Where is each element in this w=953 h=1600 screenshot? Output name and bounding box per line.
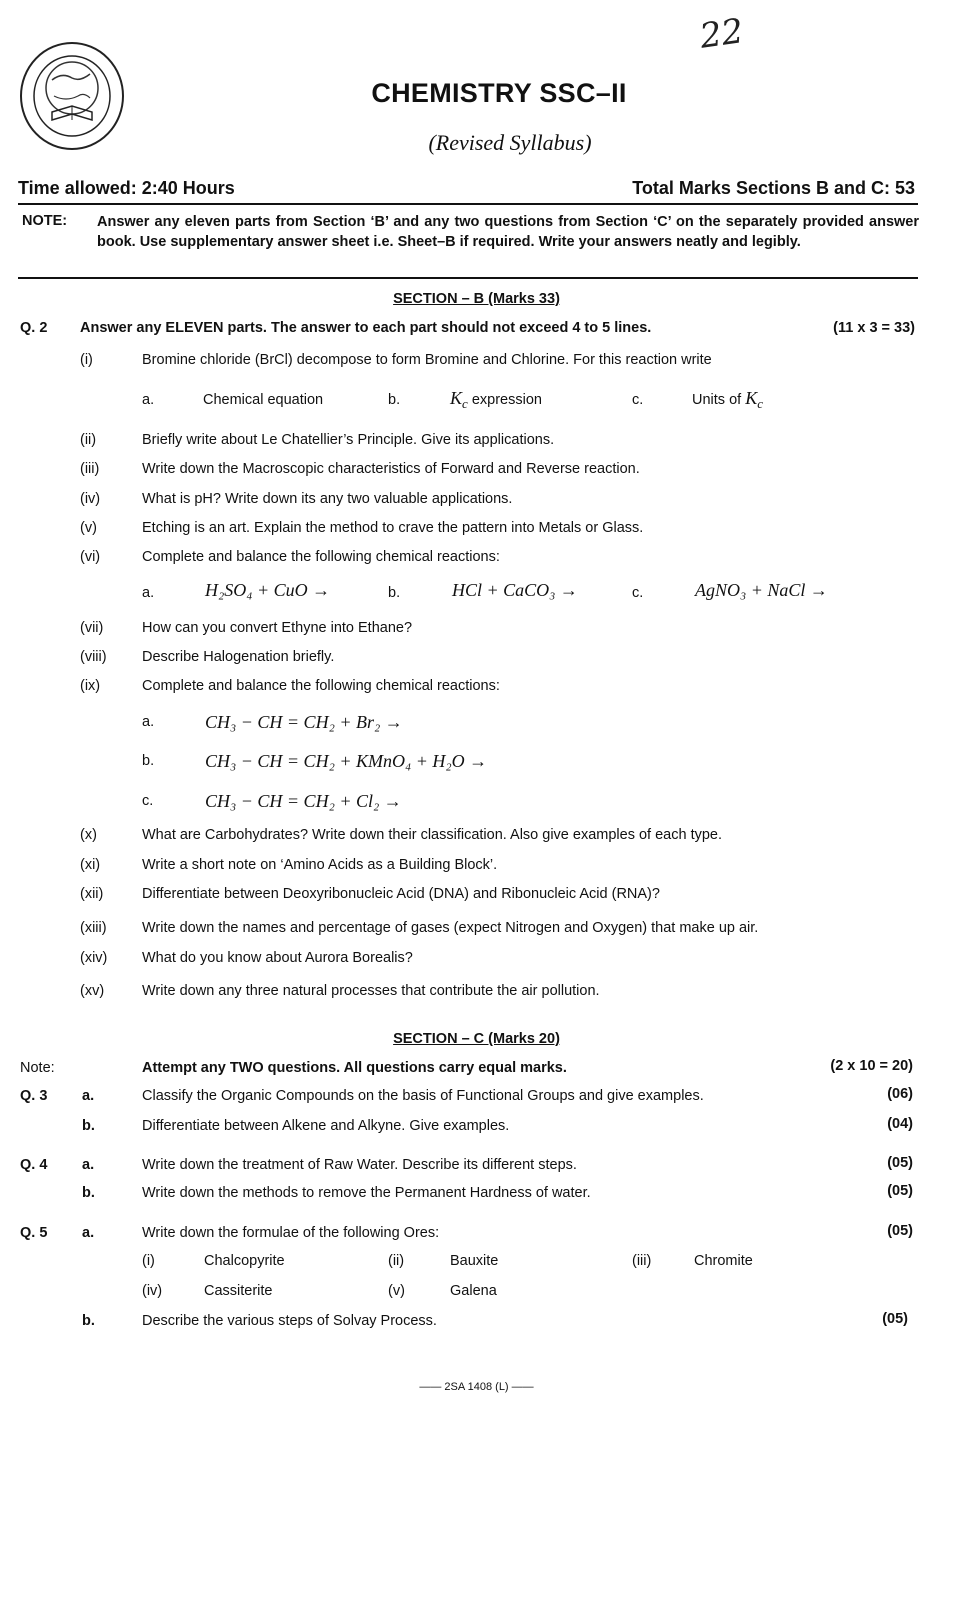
ore-name: Chromite (694, 1253, 753, 1269)
question-part-text: Write down the formulae of the following Ores: (142, 1225, 440, 1241)
question-part-marks: (04) (887, 1116, 913, 1132)
question-part-text: Describe the various steps of Solvay Process. (142, 1313, 437, 1329)
section-b-heading: SECTION – B (Marks 33) (393, 291, 560, 307)
part-text: Write down the names and percentage of gases (expect Nitrogen and Oxygen) that make up air. (142, 920, 759, 936)
ore-name: Chalcopyrite (204, 1253, 285, 1269)
section-c-marks: (2 x 10 = 20) (830, 1058, 913, 1074)
equation-label: a. (142, 585, 155, 601)
chemical-equation: CH₃ − CH = CH₂ + Br₂ → (205, 712, 403, 732)
question-part-marks: (05) (887, 1183, 913, 1199)
footer-code: —— 2SA 1408 (L) —— (419, 1381, 534, 1393)
header-divider (18, 203, 918, 205)
question-part-label: b. (82, 1185, 95, 1201)
question-number: Q. 4 (20, 1157, 48, 1173)
question-part-label: a. (82, 1157, 95, 1173)
note-label: NOTE: (22, 213, 68, 229)
question-part-text: Write down the treatment of Raw Water. Describe its different steps. (142, 1157, 577, 1173)
part-text: Etching is an art. Explain the method to crave the pattern into Metals or Glass. (142, 520, 644, 536)
question-number: Q. 5 (20, 1225, 48, 1241)
chemical-equation: HCl + CaCO₃ → (452, 580, 578, 600)
ore-number: (iii) (632, 1253, 652, 1269)
question-part-text: Differentiate between Alkene and Alkyne. Give examples. (142, 1118, 510, 1134)
part-number: (vi) (80, 549, 101, 565)
equation-label: b. (388, 585, 401, 601)
part-text: Describe Halogenation briefly. (142, 649, 335, 665)
part-number: (xiii) (80, 920, 107, 936)
part-text: Briefly write about Le Chatellier’s Principle. Give its applications. (142, 432, 555, 448)
ore-name: Cassiterite (204, 1283, 273, 1299)
part-number: (i) (80, 352, 93, 368)
ore-number: (v) (388, 1283, 405, 1299)
q2-instruction: Answer any ELEVEN parts. The answer to each part should not exceed 4 to 5 lines. (80, 320, 652, 336)
ore-number: (iv) (142, 1283, 163, 1299)
part-number: (xiv) (80, 950, 108, 966)
section-c-instruction: Attempt any TWO questions. All questions carry equal marks. (142, 1060, 567, 1076)
question-part-label: a. (82, 1088, 95, 1104)
kc-subscript: c (462, 395, 468, 411)
subpart-label: b. (388, 392, 401, 408)
section-c-heading: SECTION – C (Marks 20) (393, 1031, 560, 1047)
chemical-equation: CH₃ − CH = CH₂ + Cl₂ → (205, 791, 402, 811)
subpart-label: a. (142, 392, 155, 408)
equation-label: b. (142, 753, 155, 769)
time-allowed: Time allowed: 2:40 Hours (18, 178, 235, 198)
part-number: (v) (80, 520, 97, 536)
part-number: (xv) (80, 983, 105, 999)
part-number: (vii) (80, 620, 104, 636)
part-text: Complete and balance the following chemical reactions: (142, 549, 500, 565)
chemical-equation: AgNO₃ + NaCl → (695, 580, 828, 600)
ore-name: Galena (450, 1283, 497, 1299)
q2-marks: (11 x 3 = 33) (833, 320, 915, 336)
page-title: CHEMISTRY SSC–II (371, 78, 627, 108)
equation-label: c. (632, 585, 644, 601)
part-number: (iv) (80, 491, 101, 507)
ore-number: (ii) (388, 1253, 405, 1269)
note-text: Answer any eleven parts from Section ‘B’ and any two questions from Section ‘C’ on the separately provided answer book. Use supplementary answer sheet i.e. Sheet–B if required. Write your answers neatly and legibly. (97, 214, 919, 250)
kc-symbol: K (745, 388, 758, 408)
question-number: Q. 3 (20, 1088, 48, 1104)
kc-symbol: K (450, 388, 463, 408)
part-text: Write down any three natural processes that contribute the air pollution. (142, 983, 600, 999)
part-number: (iii) (80, 461, 100, 477)
equation-label: c. (142, 793, 154, 809)
part-text: Bromine chloride (BrCl) decompose to form Bromine and Chlorine. For this reaction write (142, 352, 712, 368)
subpart-text (692, 388, 763, 412)
part-text: Write down the Macroscopic characteristics of Forward and Reverse reaction. (142, 461, 640, 477)
subpart-text: Chemical equation (203, 392, 324, 408)
question-part-marks: (05) (887, 1223, 913, 1239)
part-number: (xii) (80, 886, 104, 902)
note-divider (18, 277, 918, 279)
handwritten-mark: 22 (697, 11, 746, 57)
total-marks: Total Marks Sections B and C: 53 (632, 178, 915, 198)
subpart-text-label: Units of (692, 392, 742, 408)
kc-subscript: c (757, 395, 763, 411)
part-number: (ii) (80, 432, 97, 448)
part-text: What is pH? Write down its any two valuable applications. (142, 491, 513, 507)
part-number: (ix) (80, 678, 101, 694)
part-number: (x) (80, 827, 97, 843)
question-part-label: a. (82, 1225, 95, 1241)
part-number: (xi) (80, 857, 101, 873)
question-part-marks: (05) (882, 1311, 908, 1327)
q2-number: Q. 2 (20, 320, 48, 336)
subpart-text (450, 388, 542, 412)
ore-number: (i) (142, 1253, 155, 1269)
subpart-text-label: expression (471, 392, 542, 408)
question-part-text: Write down the methods to remove the Permanent Hardness of water. (142, 1185, 591, 1201)
chemical-equation: H₂SO₄ + CuO → (205, 580, 331, 600)
part-number: (viii) (80, 649, 107, 665)
subpart-label: c. (632, 392, 644, 408)
chemical-equation: CH₃ − CH = CH₂ + KMnO₄ + H₂O → (205, 751, 488, 771)
part-text: What do you know about Aurora Borealis? (142, 950, 413, 966)
part-text: Complete and balance the following chemical reactions: (142, 678, 500, 694)
question-part-label: b. (82, 1118, 95, 1134)
question-part-marks: (05) (887, 1155, 913, 1171)
question-part-text: Classify the Organic Compounds on the basis of Functional Groups and give examples. (142, 1088, 704, 1104)
part-text: Differentiate between Deoxyribonucleic Acid (DNA) and Ribonucleic Acid (RNA)? (142, 886, 660, 902)
question-part-label: b. (82, 1313, 95, 1329)
part-text: What are Carbohydrates? Write down their classification. Also give examples of each type. (142, 827, 723, 843)
part-text: How can you convert Ethyne into Ethane? (142, 620, 413, 636)
part-text: Write a short note on ‘Amino Acids as a Building Block’. (142, 857, 498, 873)
question-part-marks: (06) (887, 1086, 913, 1102)
section-c-note-label: Note: (20, 1060, 55, 1076)
equation-label: a. (142, 714, 155, 730)
ore-name: Bauxite (450, 1253, 499, 1269)
page-subtitle: (Revised Syllabus) (428, 130, 592, 155)
